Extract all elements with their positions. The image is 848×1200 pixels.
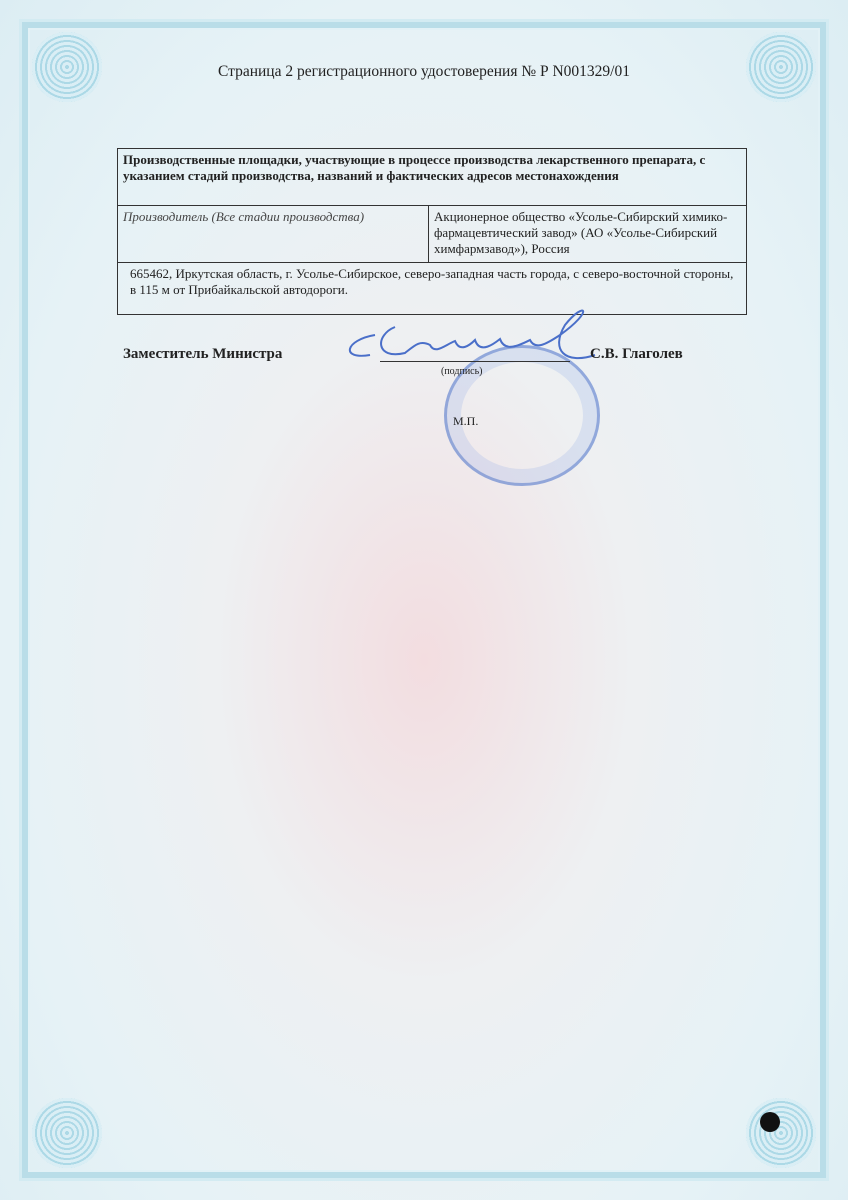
corner-rosette [746, 1098, 816, 1168]
seal-label: М.П. [453, 414, 479, 428]
signatory-role: Заместитель Министра [123, 346, 283, 362]
signature-caption: (подпись) [441, 366, 483, 377]
table-heading: Производственные площадки, участвующие в процессе производства лекарственного препарата, с указанием стадий производства, названий и фактических адресов местонахождения [118, 149, 747, 206]
handwritten-signature [335, 305, 625, 375]
signatory-name: С.В. Глаголев [590, 346, 683, 362]
corner-rosette [32, 1098, 102, 1168]
manufacturer-name: Акционерное общество «Усолье-Сибирский химико-фармацевтический завод» (АО «Усолье-Сибирский химфармзавод»), Россия [429, 206, 747, 263]
signature-line [380, 361, 570, 362]
page-title: Страница 2 регистрационного удостоверения № Р N001329/01 [217, 63, 630, 80]
manufacturer-address: 665462, Иркутская область, г. Усолье-Сибирское, северо-западная часть города, с северо-восточной стороны, в 115 м от Прибайкальской автодороги. [118, 263, 747, 315]
punch-hole [760, 1112, 780, 1132]
production-stage: Производитель (Все стадии производства) [118, 206, 429, 263]
production-sites-table [117, 148, 747, 315]
